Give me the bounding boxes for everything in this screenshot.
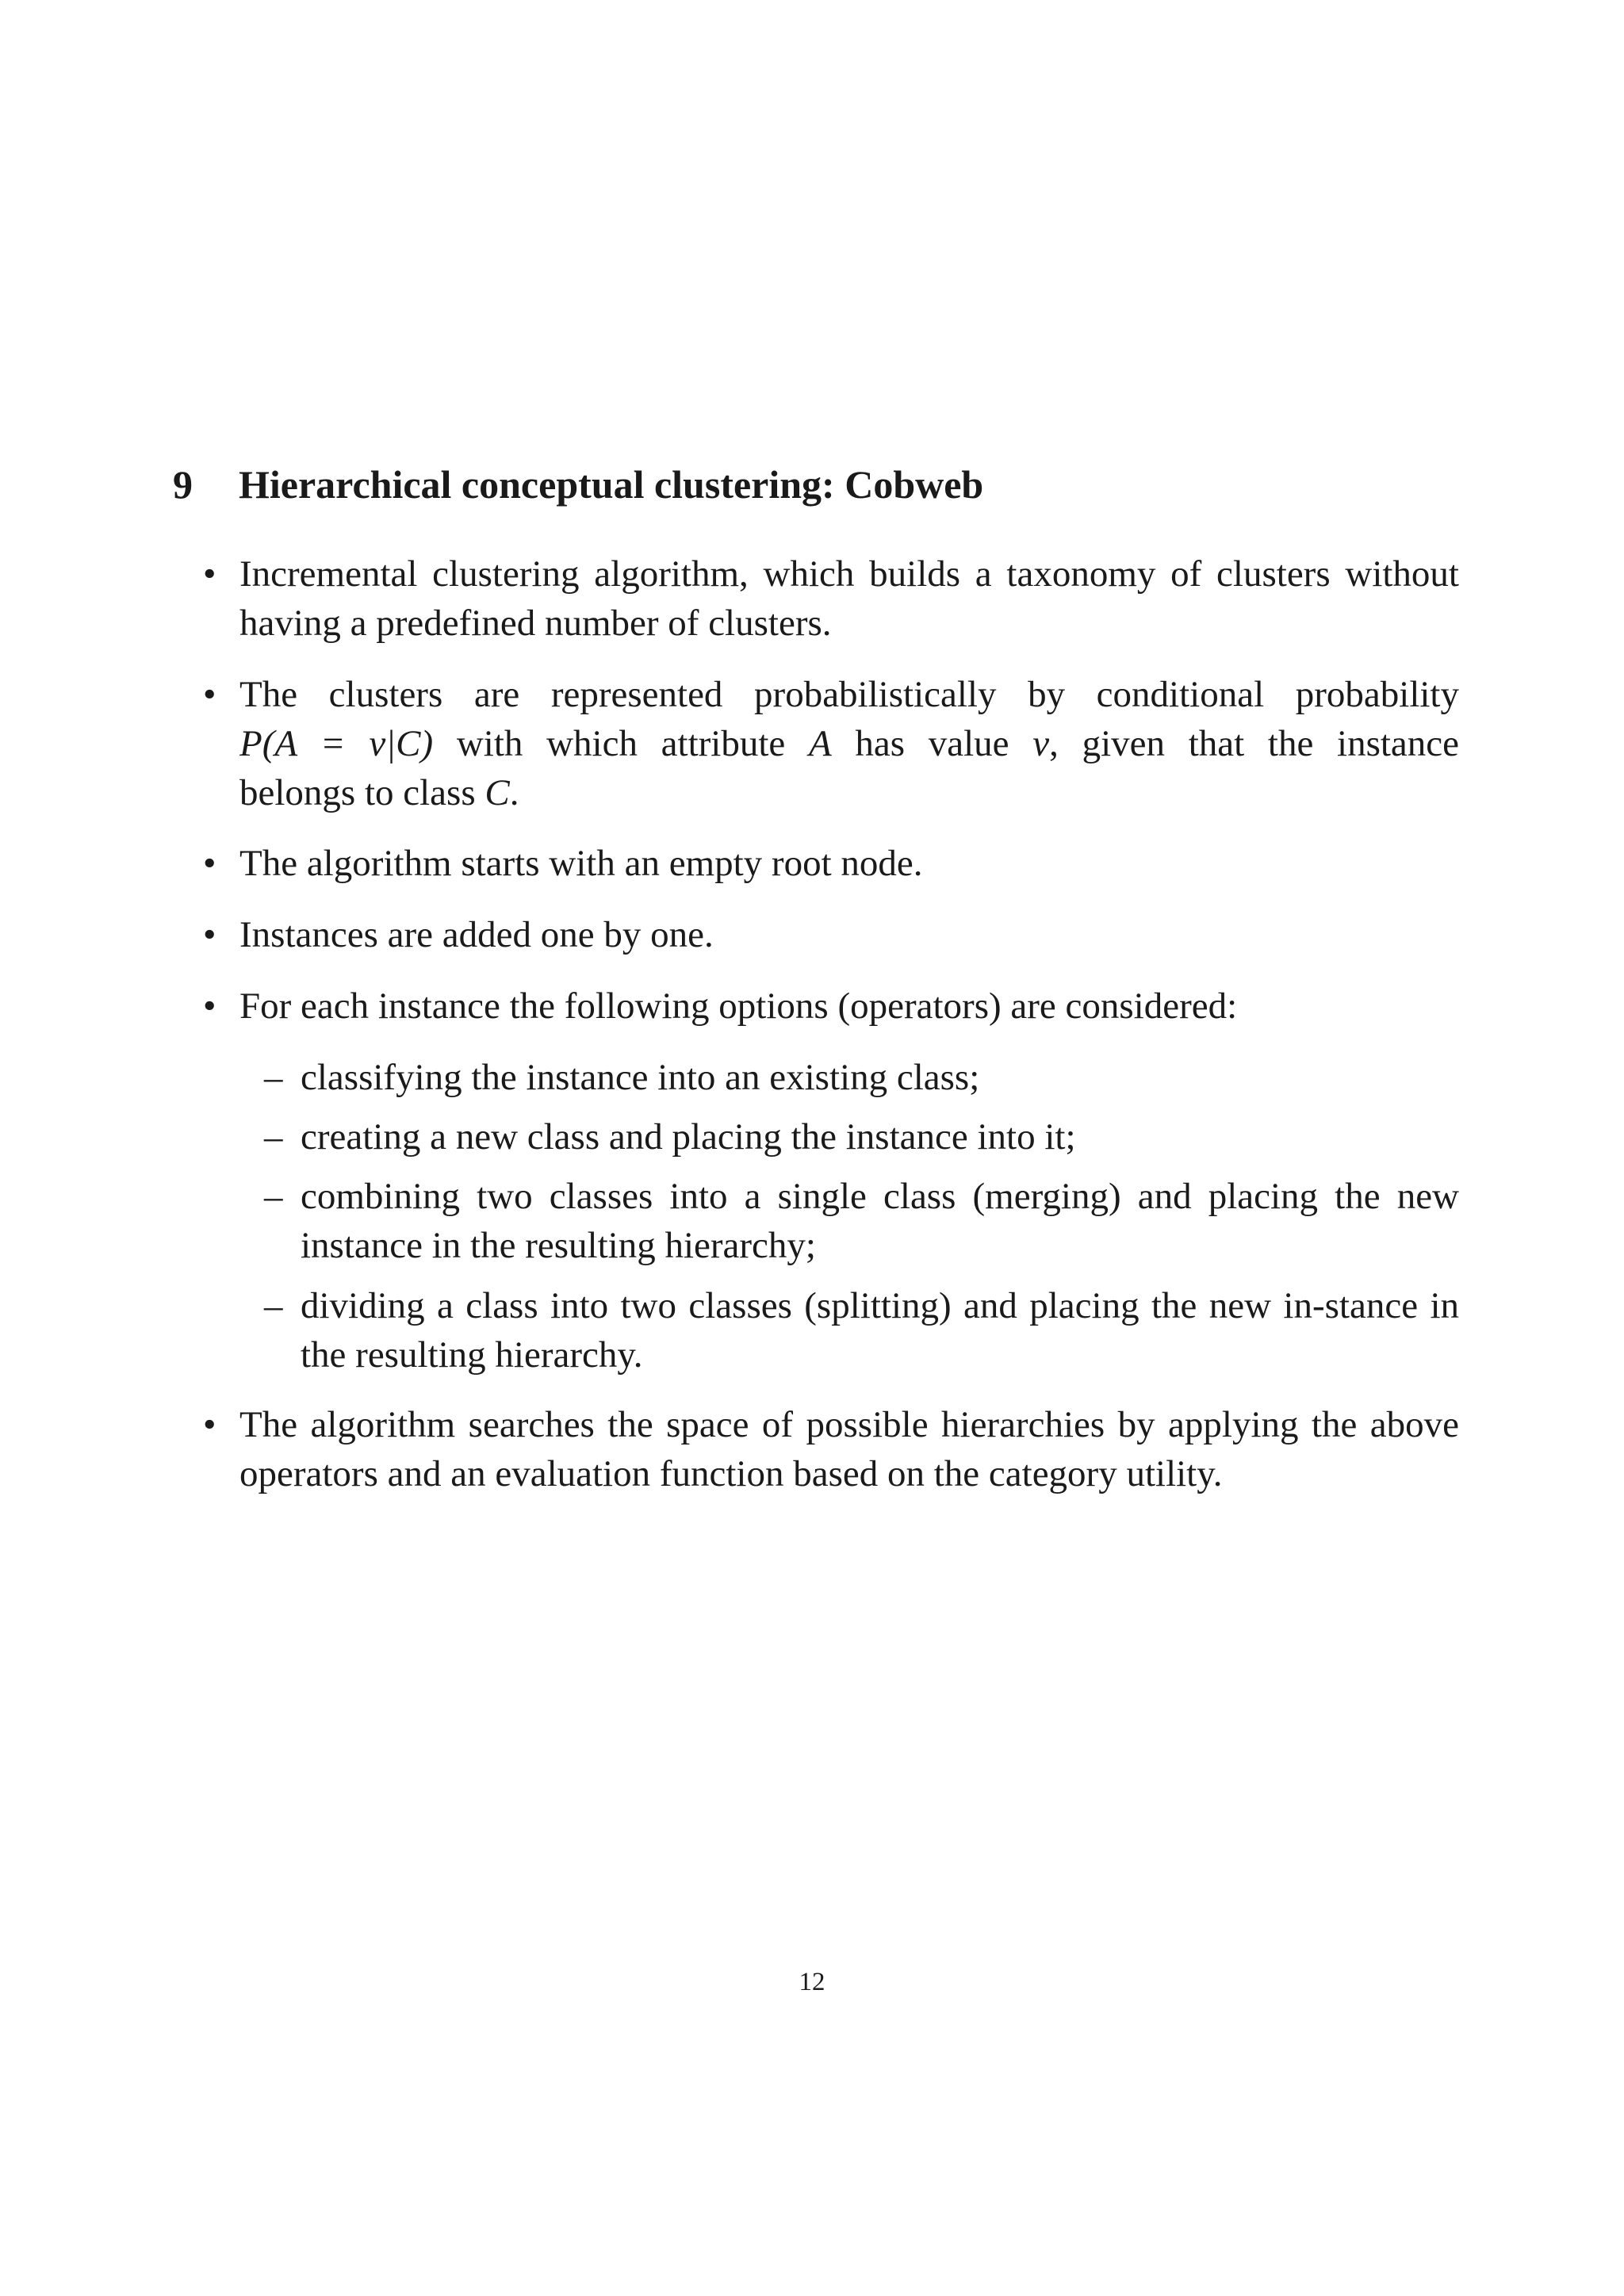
operator-item xyxy=(264,1172,1459,1270)
variable-a: A xyxy=(808,723,832,764)
bullet-item xyxy=(203,670,1459,817)
operator-text: dividing a class into two classes (splitting) and placing the new in-stance in the resulting hierarchy. xyxy=(301,1285,1459,1376)
bullet-item xyxy=(203,1400,1459,1498)
bullet-item xyxy=(203,910,1459,959)
probability-expression: P(A = v|C) xyxy=(239,723,434,764)
bullet-item xyxy=(203,982,1459,1031)
variable-v: v xyxy=(1032,723,1050,764)
dash-symbol: – xyxy=(264,1057,283,1098)
bullet-symbol: • xyxy=(203,553,216,595)
bullet-text: The algorithm searches the space of possible hierarchies by applying the above operators and an evaluation function based on the category utility. xyxy=(239,1404,1459,1494)
bullet-symbol: • xyxy=(203,843,216,884)
bullet-text: For each instance the following options (operators) are considered: xyxy=(239,985,1238,1027)
bullet-text xyxy=(239,670,1459,817)
dash-symbol: – xyxy=(264,1285,283,1326)
section-heading xyxy=(173,457,1457,512)
operator-item xyxy=(264,1053,1459,1102)
bullet-item xyxy=(203,549,1459,648)
bullet-item xyxy=(203,839,1459,888)
operator-text: creating a new class and placing the instance into it; xyxy=(301,1116,1076,1158)
bullet-text: Incremental clustering algorithm, which builds a taxonomy of clusters without having a predefined number of clusters. xyxy=(239,553,1459,644)
bullet-symbol: • xyxy=(203,914,216,955)
bullet-line: belongs to class C. xyxy=(239,772,519,813)
bullet-text: Instances are added one by one. xyxy=(239,914,714,955)
operator-item xyxy=(264,1112,1459,1161)
bullet-symbol: • xyxy=(203,674,216,715)
operator-item xyxy=(264,1281,1459,1380)
dash-symbol: – xyxy=(264,1176,283,1217)
operator-text: combining two classes into a single class (merging) and placing the new instance in the resulting hierarchy; xyxy=(301,1176,1459,1266)
bullet-text: The algorithm starts with an empty root node. xyxy=(239,843,923,884)
section-title: Hierarchical conceptual clustering: Cobweb xyxy=(239,462,984,507)
bullet-symbol: • xyxy=(203,985,216,1027)
dash-symbol: – xyxy=(264,1116,283,1158)
bullet-line: P(A = v|C) with which attribute A has value v, given that the instance xyxy=(239,723,1459,764)
bullet-symbol: • xyxy=(203,1404,216,1445)
variable-c: C xyxy=(485,772,510,813)
bullet-line: The clusters are represented probabilistically by conditional probability xyxy=(239,674,1459,715)
page-number: 12 xyxy=(799,1968,825,1996)
section-number: 9 xyxy=(173,462,193,507)
operator-text: classifying the instance into an existing class; xyxy=(301,1057,980,1098)
